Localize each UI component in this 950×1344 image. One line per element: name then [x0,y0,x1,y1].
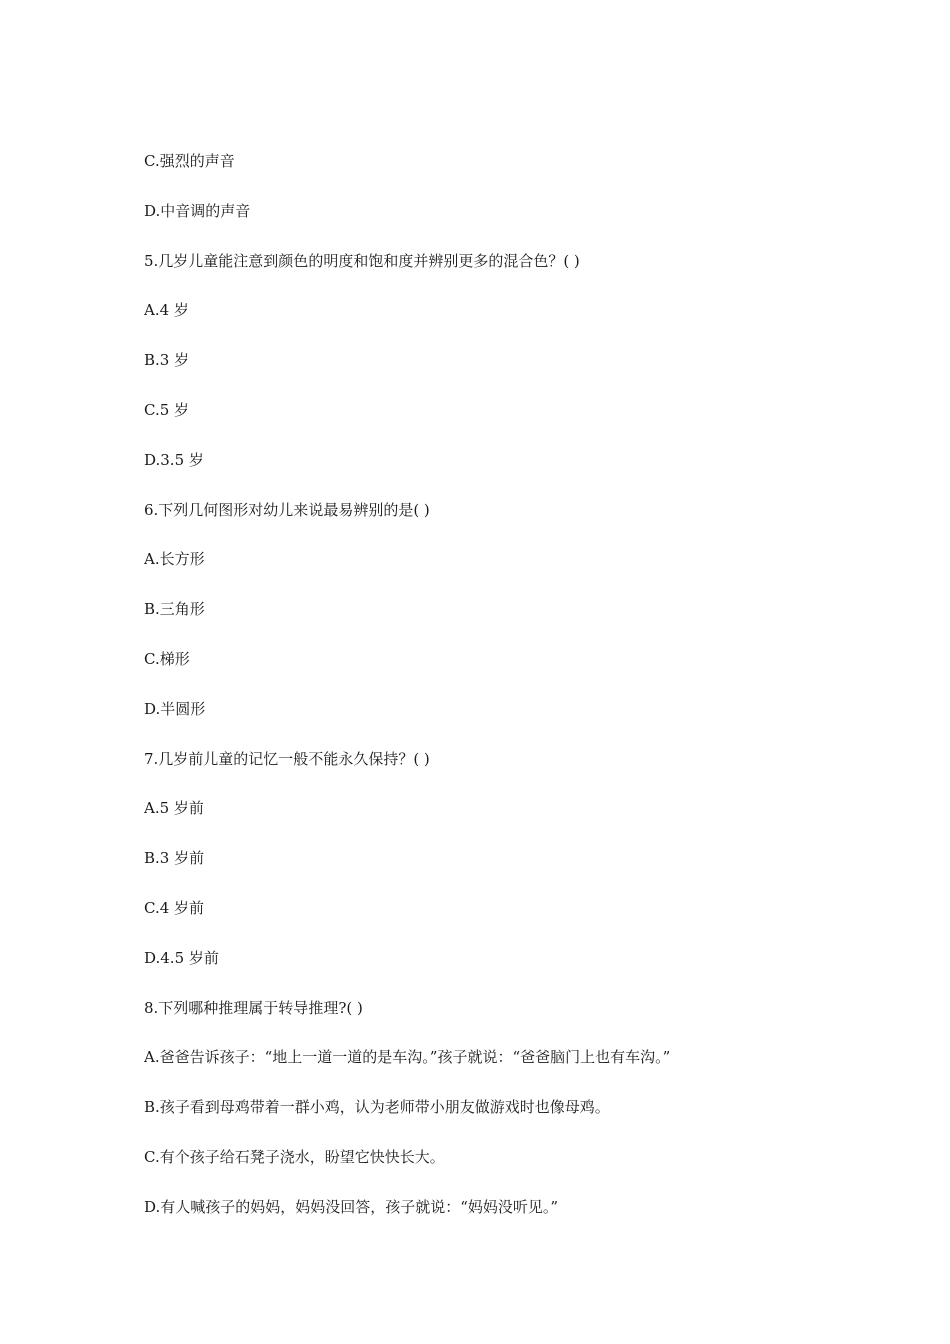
option-c-q8: C.有个孩子给石凳子浇水，盼望它快快长大。 [144,1148,445,1166]
option-a-q8: A.爸爸告诉孩子：“地上一道一道的是车沟。”孩子就说：“爸爸脑门上也有车沟。” [144,1048,671,1066]
option-b-q6: B.三角形 [144,600,205,618]
option-b-q5: B.3 岁 [144,351,190,369]
question-8: 8.下列哪种推理属于转导推理?( ) [144,999,363,1017]
option-a-q5: A.4 岁 [144,301,189,319]
option-c-q4: C.强烈的声音 [144,152,235,170]
option-d-q8: D.有人喊孩子的妈妈，妈妈没回答，孩子就说：“妈妈没听见。” [144,1198,559,1216]
option-d-q6: D.半圆形 [144,700,206,718]
option-a-q7: A.5 岁前 [144,799,204,817]
option-d-q4: D.中音调的声音 [144,202,251,220]
option-c-q5: C.5 岁 [144,401,190,419]
question-5: 5.几岁儿童能注意到颜色的明度和饱和度并辨别更多的混合色？( ) [144,252,580,270]
option-a-q6: A.长方形 [144,550,205,568]
option-c-q6: C.梯形 [144,650,190,668]
option-c-q7: C.4 岁前 [144,899,205,917]
option-d-q5: D.3.5 岁 [144,451,204,469]
option-b-q7: B.3 岁前 [144,849,205,867]
question-6: 6.下列几何图形对幼儿来说最易辨别的是( ) [144,501,430,519]
option-b-q8: B.孩子看到母鸡带着一群小鸡，认为老师带小朋友做游戏时也像母鸡。 [144,1098,610,1116]
question-7: 7.几岁前儿童的记忆一般不能永久保持？( ) [144,750,430,768]
option-d-q7: D.4.5 岁前 [144,949,219,967]
